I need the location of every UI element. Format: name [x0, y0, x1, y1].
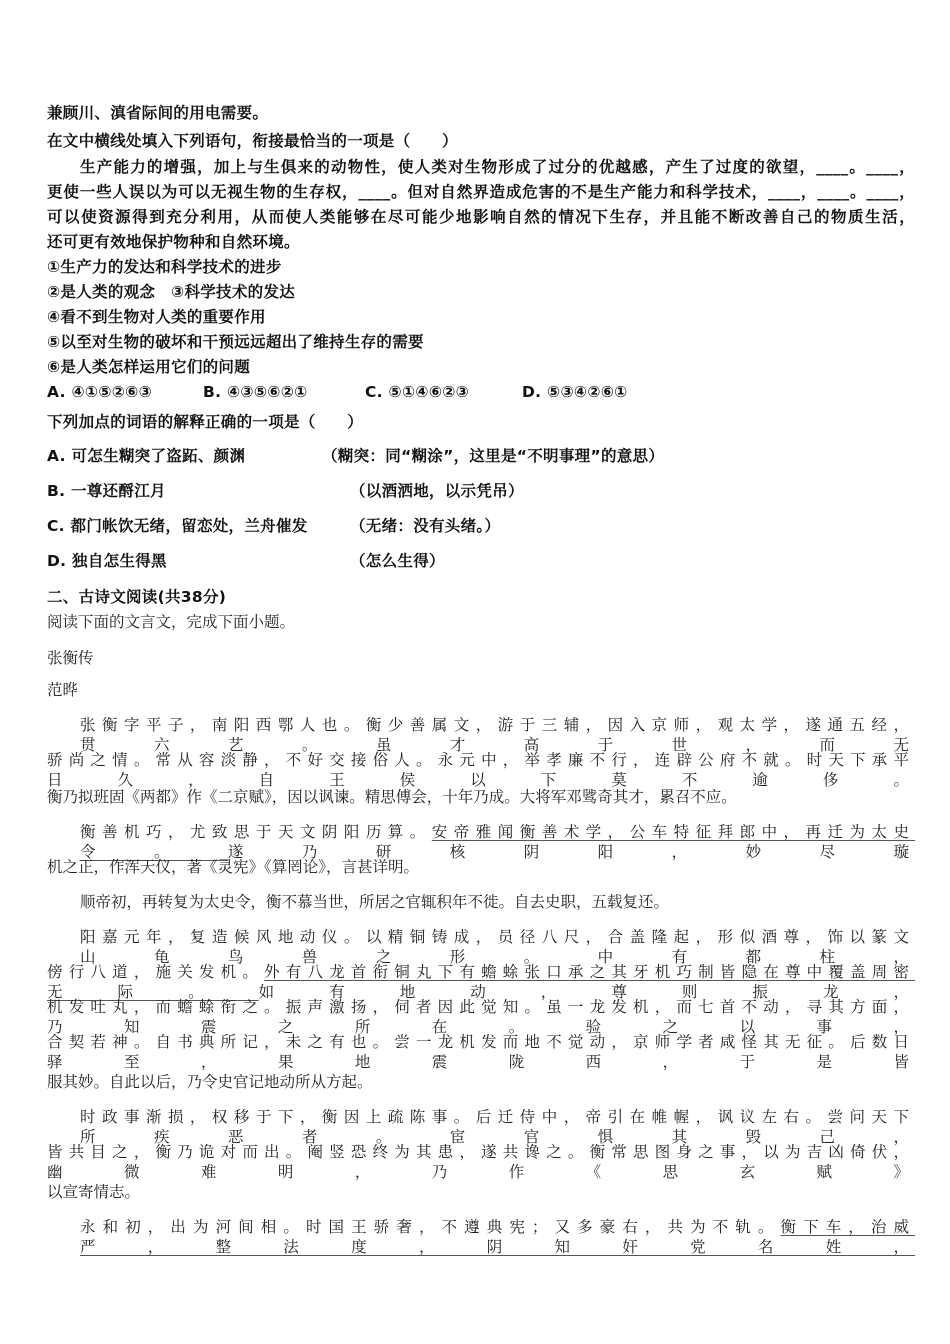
text-line — [80, 927, 915, 967]
text-line — [80, 822, 915, 862]
text-line — [47, 103, 268, 123]
option-item: C. ⑤①④⑥②③ — [365, 383, 470, 401]
text-segment: 二、古诗文阅读(共38分) — [47, 588, 227, 606]
option-item: C. 都门帐饮无绪，留恋处，兰舟催发 — [47, 517, 308, 535]
text-segment: 范晔 — [47, 681, 79, 699]
text-line — [47, 750, 915, 790]
text-line — [47, 232, 300, 252]
text-segment: 机发吐丸，而蟾蜍衔之。振声激扬，伺者因此觉知。虽一龙发机，而七首不动，寻其方面，乃知震之所在。验之以事， — [47, 998, 915, 1036]
text-line — [47, 680, 78, 700]
option-item: A. 可怎生糊突了盗跖、颜渊 — [47, 447, 246, 465]
option-item: B. 一尊还酹江月 — [47, 482, 166, 500]
option-item: B. ④③⑤⑥②① — [203, 383, 308, 401]
option-item: （怎么生得） — [350, 552, 445, 570]
text-line — [47, 207, 915, 227]
text-line — [47, 357, 250, 377]
text-segment: 如有地动，尊则振龙， — [258, 983, 915, 1001]
option-item: （糊突：同“糊涂”，这里是“不明事理”的意思） — [322, 447, 665, 465]
text-line — [47, 332, 424, 352]
text-line — [80, 1217, 915, 1257]
text-line — [47, 997, 915, 1037]
text-line — [47, 257, 282, 277]
text-line — [47, 307, 266, 327]
text-segment: 傍行八道，施关发机。 — [47, 963, 265, 981]
text-line — [47, 787, 737, 807]
text-segment: 衡善机巧，尤致思于天文阴阳历算。 — [80, 823, 432, 841]
text-segment: ①生产力的发达和科学技术的进步 — [47, 258, 282, 276]
text-segment: 张衡字平子，南阳西鄂人也。衡少善属文，游于三辅，因入京师，观太学，遂通五经，贯六艺。虽才高于世，而无 — [80, 716, 915, 754]
text-line — [47, 1072, 373, 1092]
option-item: D. ⑤③④②⑥① — [522, 383, 628, 401]
text-segment: 张衡传 — [47, 649, 94, 667]
text-segment: 顺帝初，再转复为太史令，衡不慕当世，所居之官辄积年不徙。自去史职，五载复还。 — [80, 893, 670, 911]
text-segment: 生产能力的增强，加上与生俱来的动物性，使人类对生物形成了过分的优越感，产生了过度的欲望，____。____， — [80, 158, 915, 176]
option-item: （以酒洒地，以示凭吊） — [350, 482, 524, 500]
underlined-sentence: 外有八龙首衔铜丸下有蟾蜍张口承之其牙机巧制皆隐在尊中覆盖周密无际。 — [47, 963, 915, 1001]
text-segment: ⑤以至对生物的破坏和干预远远超出了维持生存的需要 — [47, 333, 424, 351]
text-line — [47, 857, 419, 877]
text-line — [47, 131, 458, 151]
text-segment: 遂乃研核阴阳，妙尽璇 — [227, 843, 915, 861]
text-line — [47, 648, 94, 668]
text-segment: 下列加点的词语的解释正确的一项是（ ） — [47, 413, 364, 431]
text-segment: 衡乃拟班固《两都》作《二京赋》，因以讽谏。精思傅会，十年乃成。大将军邓骘奇其才，累召不应。 — [47, 788, 737, 806]
text-segment: 永和初，出为河间相。时国王骄奢，不遵典宪；又多豪右，共为不轨。 — [80, 1218, 781, 1236]
text-segment: 更使一些人误以为可以无视生物的生存权，____。但对自然界造成危害的不是生产能力和科学技术，____，____。____， — [47, 183, 915, 201]
text-segment: 皆共目之，衡乃诡对而出。阉竖恐终为其患，遂共谗之。衡常思图身之事，以为吉凶倚伏，幽微难明，乃作《思玄赋》 — [47, 1143, 915, 1181]
text-line — [47, 412, 363, 432]
text-line — [47, 282, 295, 302]
text-line — [80, 892, 669, 912]
option-item: （无绪：没有头绪。） — [350, 517, 501, 535]
text-segment: 机之正，作浑天仪，著《灵宪》《算罔论》，言甚详明。 — [47, 858, 420, 876]
text-segment: ⑥是人类怎样运用它们的问题 — [47, 358, 251, 376]
underlined-sentence: 衡下车，治威严，整法度，阴知奸党名姓， — [80, 1218, 915, 1256]
text-line — [80, 715, 915, 755]
text-segment: 时政事渐损，权移于下，衡因上疏陈事。后迁侍中，帝引在帷幄，讽议左右。尝问天下所疾恶者。宦官惧其毁己， — [80, 1108, 915, 1146]
text-segment: 阳嘉元年，复造候风地动仪。以精铜铸成，员径八尺，合盖隆起，形似酒尊，饰以篆文山龟鸟兽之形。中有都柱， — [80, 928, 915, 966]
text-line — [80, 1107, 915, 1147]
text-segment: 阅读下面的文言文，完成下面小题。 — [47, 613, 296, 631]
text-segment: ④看不到生物对人类的重要作用 — [47, 308, 266, 326]
text-segment: ②是人类的观念 ③科学技术的发达 — [47, 283, 296, 301]
option-item: A. ④①⑤②⑥③ — [47, 383, 153, 401]
text-segment: 还可更有效地保护物种和自然环境。 — [47, 233, 300, 251]
text-line — [47, 1032, 915, 1072]
text-line — [47, 587, 226, 607]
text-segment: 服其妙。自此以后，乃令史官记地动所从方起。 — [47, 1073, 373, 1091]
text-line — [47, 1182, 140, 1202]
underlined-sentence: 安帝雅闻衡善术学，公车特征拜郎中，再迁为太史令。 — [80, 823, 915, 861]
option-item: D. 独自怎生得黑 — [47, 552, 167, 570]
text-segment: 可以使资源得到充分利用，从而使人类能够在尽可能少地影响自然的情况下生存，并且能不断改善自己的物质生活， — [47, 208, 915, 226]
text-line — [47, 612, 295, 632]
text-line — [47, 182, 915, 202]
text-segment: 兼顾川、滇省际间的用电需要。 — [47, 104, 269, 122]
text-line — [47, 962, 915, 1002]
text-segment: 在文中横线处填入下列语句，衔接最恰当的一项是（ ） — [47, 132, 458, 150]
text-line — [47, 1142, 915, 1182]
text-line — [80, 157, 915, 177]
text-segment: 骄尚之情。常从容淡静，不好交接俗人。永元中，举孝廉不行，连辟公府不就。时天下承平日久，自王侯以下莫不逾侈。 — [47, 751, 915, 789]
text-segment: 合契若神。自书典所记，未之有也。尝一龙机发而地不觉动，京师学者咸怪其无征。后数日驿至，果地震陇西，于是皆 — [47, 1033, 915, 1071]
text-segment: 以宣寄情志。 — [47, 1183, 141, 1201]
